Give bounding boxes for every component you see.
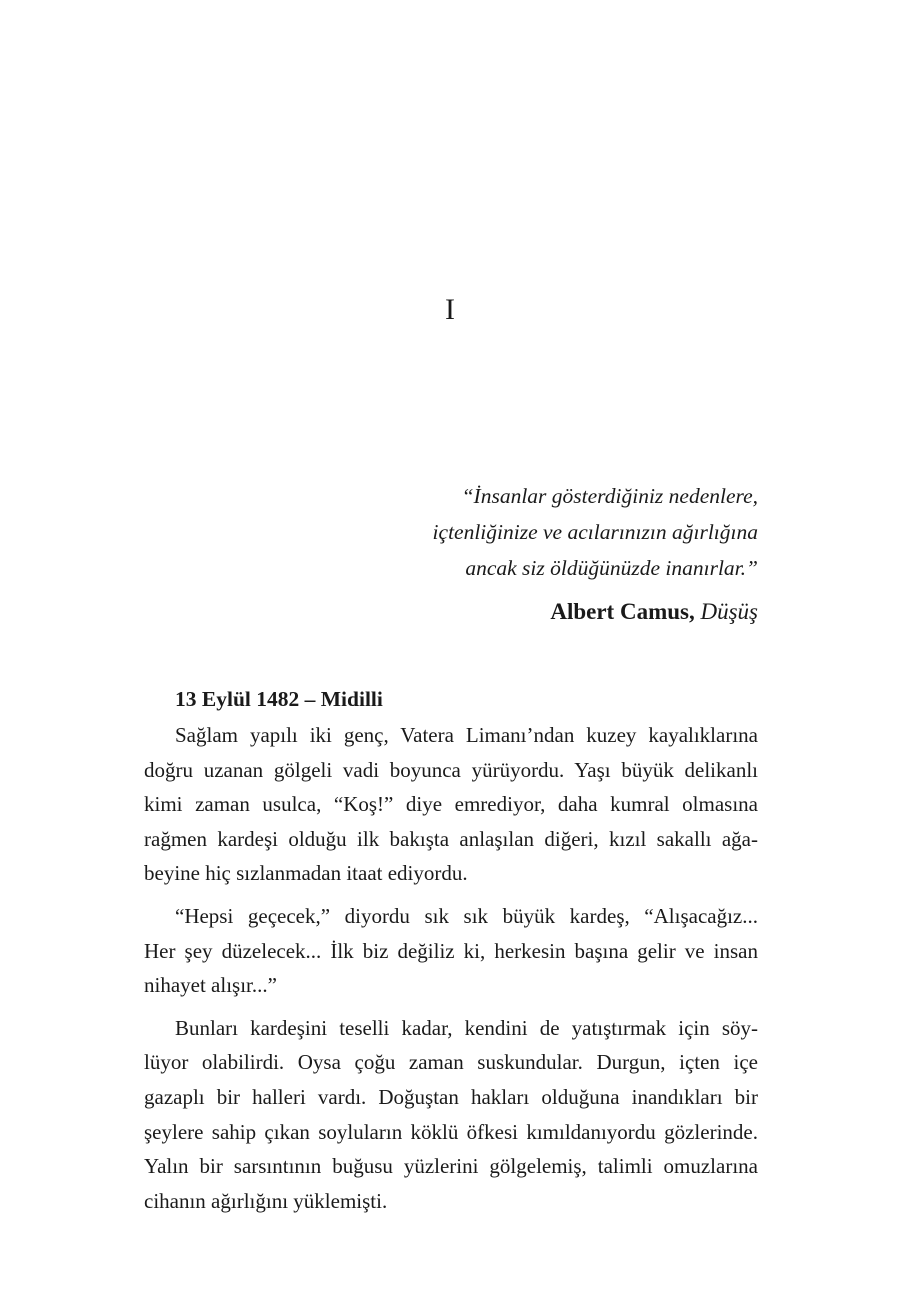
epigraph-author: Albert Camus, bbox=[550, 599, 695, 624]
paragraph bbox=[144, 718, 758, 891]
chapter-number: I bbox=[445, 293, 455, 326]
text-line: rağmen kardeşi olduğu ilk bakışta anlaşılan diğeri, kızıl sakallı ağa- bbox=[144, 826, 758, 851]
epigraph-line: “İnsanlar gösterdiğiniz nedenlere, bbox=[461, 484, 758, 508]
text-line: cihanın ağırlığını yüklemişti. bbox=[144, 1188, 388, 1213]
text-line: kimi zaman usulca, “Koş!” diye emrediyor, daha kumral olmasına bbox=[144, 792, 758, 817]
paragraph bbox=[144, 899, 758, 1003]
text-line: gazaplı bir halleri vardı. Doğuştan hakları olduğuna inandıkları bir bbox=[144, 1084, 758, 1109]
section-body bbox=[144, 682, 758, 1226]
epigraph-line: içtenliğinize ve acılarınızın ağırlığına bbox=[432, 520, 758, 544]
paragraph bbox=[144, 1011, 758, 1219]
text-line: “Hepsi geçecek,” diyordu sık sık büyük kardeş, “Alışacağız... bbox=[175, 903, 758, 928]
text-line: Bunları kardeşini teselli kadar, kendini de yatıştırmak için söy- bbox=[175, 1015, 758, 1040]
epigraph-line: ancak siz öldüğünüzde inanırlar.” bbox=[465, 556, 758, 580]
text-line: Sağlam yapılı iki genç, Vatera Limanı’ndan kuzey kayalıklarına bbox=[175, 723, 758, 747]
epigraph-attribution bbox=[238, 594, 758, 630]
text-line: Yalın bir sarsıntının buğusu yüzlerini gölgelemiş, talimli omuzlarına bbox=[144, 1154, 758, 1179]
text-line: beyine hiç sızlanmadan itaat ediyordu. bbox=[144, 861, 468, 886]
text-line: Her şey düzelecek... İlk biz değiliz ki, herkesin başına gelir ve insan bbox=[144, 938, 758, 963]
text-line: şeylere sahip çıkan soyluların köklü öfkesi kımıldanıyordu gözlerinde. bbox=[144, 1119, 758, 1144]
section-heading: 13 Eylül 1482 – Midilli bbox=[175, 687, 383, 711]
epigraph bbox=[238, 478, 758, 630]
text-line: nihayet alışır...” bbox=[144, 973, 277, 998]
text-line: lüyor olabilirdi. Oysa çoğu zaman suskundular. Durgun, içten içe bbox=[144, 1050, 758, 1075]
text-line: doğru uzanan gölgeli vadi boyunca yürüyordu. Yaşı büyük delikanlı bbox=[144, 757, 758, 782]
epigraph-work: Düşüş bbox=[700, 599, 758, 624]
